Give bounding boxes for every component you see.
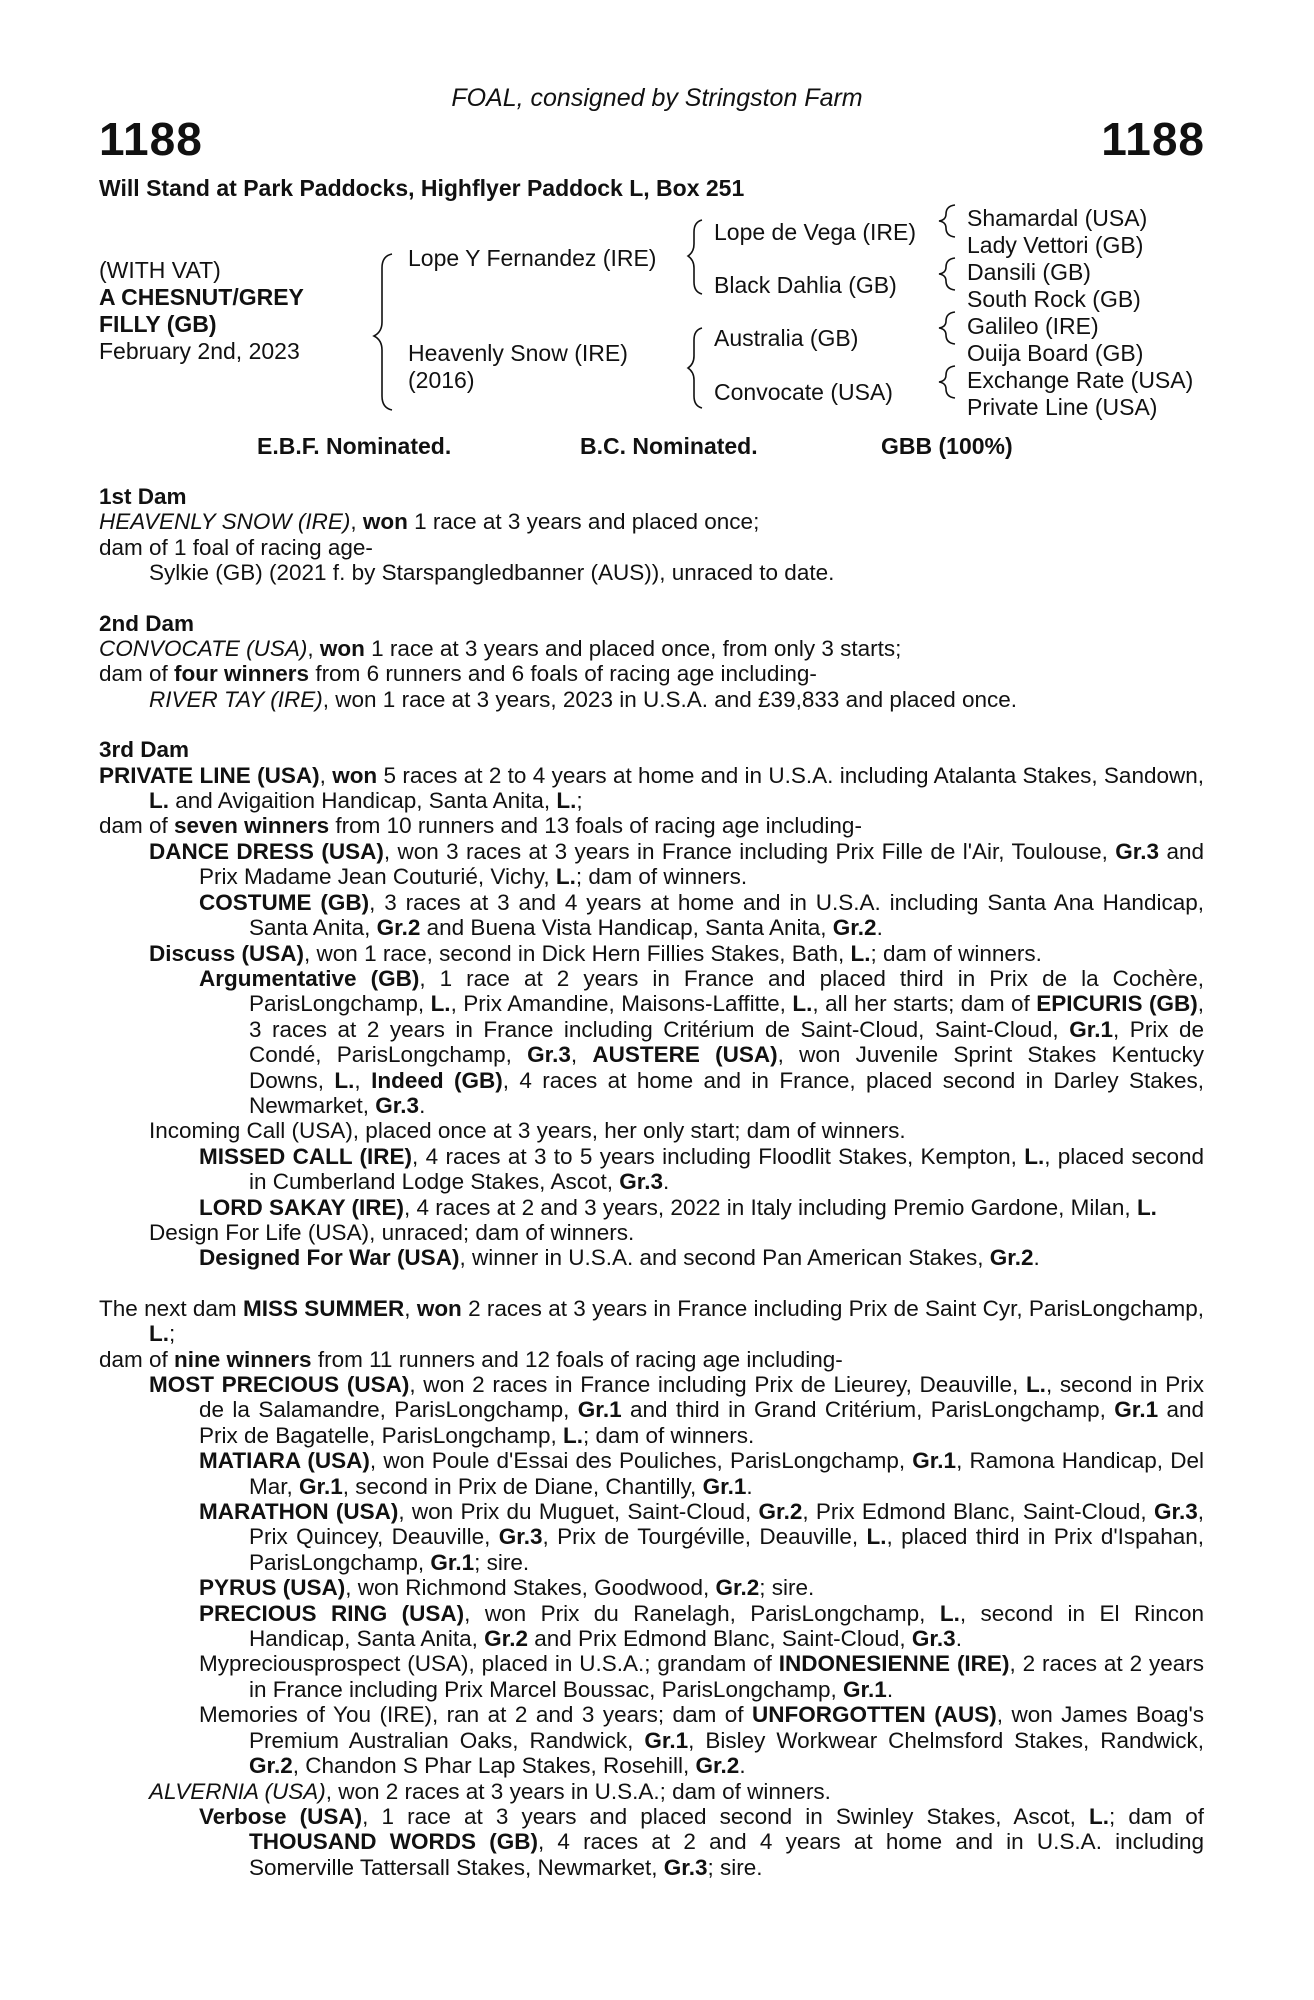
pedigree-sire: Lope Y Fernandez (IRE) [408, 245, 657, 271]
third-dam-grandfoal-3: MISSED CALL (IRE), 4 races at 3 to 5 years including Floodlit Stakes, Kempton, L., placed second in Cumberland Lodge Stakes, Ascot, Gr.3. [199, 1143, 1204, 1195]
third-dam-produce: dam of seven winners from 10 runners and 13 foals of racing age including- [99, 813, 862, 839]
third-dam-foal-1: DANCE DRESS (USA), won 3 races at 3 years in France including Prix Fille de l'Air, Toulouse, Gr.3 and Prix Madame Jean Couturié, Vichy, L.; dam of winners. [149, 838, 1204, 890]
next-dam-text: The next dam MISS SUMMER, won 2 races at 3 years in France including Prix de Saint Cyr, ParisLongchamp, L.; [99, 1295, 1204, 1347]
third-dam-grandfoal-1: COSTUME (GB), 3 races at 3 and 4 years at home and in U.S.A. including Santa Ana Handicap, Santa Anita, Gr.2 and Buena Vista Handicap, Santa Anita, Gr.2. [199, 889, 1204, 941]
third-dam-grandfoal-5: Designed For War (USA), winner in U.S.A. and second Pan American Stakes, Gr.2. [199, 1245, 1040, 1271]
catalogue-body [99, 484, 1204, 1880]
pedigree-ggs-2: Lady Vettori (GB) [967, 232, 1144, 258]
bc-nomination: B.C. Nominated. [580, 433, 758, 459]
third-dam-foal-3: Incoming Call (USA), placed once at 3 years, her only start; dam of winners. [149, 1118, 906, 1144]
next-dam-grandfoal-7: Verbose (USA), 1 race at 3 years and placed second in Swinley Stakes, Ascot, L.; dam of THOUSAND WORDS (GB), 4 races at 2 and 4 years at home and in U.S.A. including Somerville Tattersall Stakes, Newmarket, Gr.3; sire. [199, 1803, 1204, 1880]
pedigree-ggs-7: Exchange Rate (USA) [967, 367, 1194, 393]
foaling-date: February 2nd, 2023 [99, 338, 300, 364]
pedigree-ggs-6: Ouija Board (GB) [967, 340, 1144, 366]
third-dam-heading: 3rd Dam [99, 737, 190, 763]
next-dam-grandfoal-2: MARATHON (USA), won Prix du Muguet, Saint-Cloud, Gr.2, Prix Edmond Blanc, Saint-Cloud, Gr.3, Prix Quincey, Deauville, Gr.3, Prix de Tourgéville, Deauville, L., placed third in Prix d'Ispahan, ParisLongchamp, Gr.1; sire. [199, 1499, 1204, 1575]
next-dam-grandfoal-6: Memories of You (IRE), ran at 2 and 3 years; dam of UNFORGOTTEN (AUS), won James Boag's Premium Australian Oaks, Randwick, Gr.1, Bisley Workwear Chelmsford Stakes, Randwick, Gr.2, Chandon S Phar Lap Stakes, Rosehill, Gr.2. [199, 1702, 1205, 1779]
next-dam-grandfoal-4: PRECIOUS RING (USA), won Prix du Ranelagh, ParisLongchamp, L., second in El Rincon Handicap, Santa Anita, Gr.2 and Prix Edmond Blanc, Saint-Cloud, Gr.3. [199, 1600, 1204, 1652]
first-dam-text: HEAVENLY SNOW (IRE), won 1 race at 3 years and placed once; [99, 509, 760, 535]
pedigree-dam-sire: Australia (GB) [714, 325, 859, 351]
pedigree-ggs-8: Private Line (USA) [967, 394, 1158, 420]
second-dam-text: CONVOCATE (USA), won 1 race at 3 years and placed once, from only 3 starts; [99, 636, 902, 662]
pedigree-sire-sire: Lope de Vega (IRE) [714, 219, 917, 245]
first-dam-foal: Sylkie (GB) (2021 f. by Starspangledbanner (AUS)), unraced to date. [149, 560, 835, 586]
gbb-rating: GBB (100%) [881, 433, 1013, 459]
lot-number-right: 1188 [1101, 113, 1205, 165]
next-dam-grandfoal-5: Mypreciousprospect (USA), placed in U.S.A.; grandam of INDONESIENNE (IRE), 2 races at 2 years in France including Prix Marcel Boussac, ParisLongchamp, Gr.1. [199, 1651, 1204, 1702]
third-dam-foal-2: Discuss (USA), won 1 race, second in Dick Hern Fillies Stakes, Bath, L.; dam of winners. [149, 940, 1042, 966]
next-dam-grandfoal-3: PYRUS (USA), won Richmond Stakes, Goodwood, Gr.2; sire. [199, 1575, 815, 1601]
second-dam-heading: 2nd Dam [99, 610, 195, 636]
lot-description-line1: A CHESNUT/GREY [99, 284, 304, 310]
lot-description-line2: FILLY (GB) [99, 311, 217, 337]
pedigree-dam: Heavenly Snow (IRE) [408, 340, 628, 366]
pedigree-ggs-4: South Rock (GB) [967, 286, 1141, 312]
next-dam-produce: dam of nine winners from 11 runners and 12 foals of racing age including- [99, 1346, 843, 1372]
third-dam-foal-4: Design For Life (USA), unraced; dam of winners. [149, 1219, 635, 1245]
consignor-subtitle: FOAL, consigned by Stringston Farm [451, 84, 863, 112]
pedigree-ggs-1: Shamardal (USA) [967, 205, 1148, 231]
pedigree-dam-dam: Convocate (USA) [714, 379, 893, 405]
second-dam-produce: dam of four winners from 6 runners and 6 foals of racing age including- [99, 661, 817, 687]
stand-location: Will Stand at Park Paddocks, Highflyer Paddock L, Box 251 [99, 175, 745, 201]
first-dam-produce: dam of 1 foal of racing age- [99, 534, 373, 560]
ebf-nomination: E.B.F. Nominated. [257, 433, 452, 459]
pedigree-ggs-3: Dansili (GB) [967, 259, 1091, 285]
next-dam-foal-1: MOST PRECIOUS (USA), won 2 races in France including Prix de Lieurey, Deauville, L., second in Prix de la Salamandre, ParisLongchamp, Gr.1 and third in Grand Critérium, ParisLongchamp, Gr.1 and Prix de Bagatelle, ParisLongchamp, L.; dam of winners. [149, 1372, 1205, 1448]
third-dam-text: PRIVATE LINE (USA), won 5 races at 2 to 4 years at home and in U.S.A. including Atalanta Stakes, Sandown, L. and Avigaition Handicap, Santa Anita, L.; [99, 762, 1204, 814]
pedigree-ggs-5: Galileo (IRE) [967, 313, 1099, 339]
third-dam-grandfoal-2: Argumentative (GB), 1 race at 2 years in France and placed third in Prix de la Cochère, ParisLongchamp, L., Prix Amandine, Maisons-Laffitte, L., all her starts; dam of EPICURIS (GB), 3 races at 2 years in France including Critérium de Saint-Cloud, Saint-Cloud, Gr.1, Prix de Condé, ParisLongchamp, Gr.3, AUSTERE (USA), won Juvenile Sprint Stakes Kentucky Downs, L., Indeed (GB), 4 races at home and in France, placed second in Darley Stakes, Newmarket, Gr.3. [199, 965, 1205, 1118]
lot-number-left: 1188 [99, 113, 203, 165]
second-dam-foal: RIVER TAY (IRE), won 1 race at 3 years, 2023 in U.S.A. and £39,833 and placed once. [149, 686, 1017, 712]
next-dam-grandfoal-1: MATIARA (USA), won Poule d'Essai des Pouliches, ParisLongchamp, Gr.1, Ramona Handicap, Del Mar, Gr.1, second in Prix de Diane, Chantilly, Gr.1. [199, 1448, 1204, 1499]
next-dam-foal-2: ALVERNIA (USA), won 2 races at 3 years in U.S.A.; dam of winners. [149, 1778, 831, 1804]
pedigree-dam-year: (2016) [408, 367, 475, 393]
third-dam-grandfoal-4: LORD SAKAY (IRE), 4 races at 2 and 3 years, 2022 in Italy including Premio Gardone, Milan, L. [199, 1194, 1157, 1220]
pedigree-sire-dam: Black Dahlia (GB) [714, 272, 897, 298]
first-dam-heading: 1st Dam [99, 484, 187, 509]
vat-label: (WITH VAT) [99, 257, 221, 283]
